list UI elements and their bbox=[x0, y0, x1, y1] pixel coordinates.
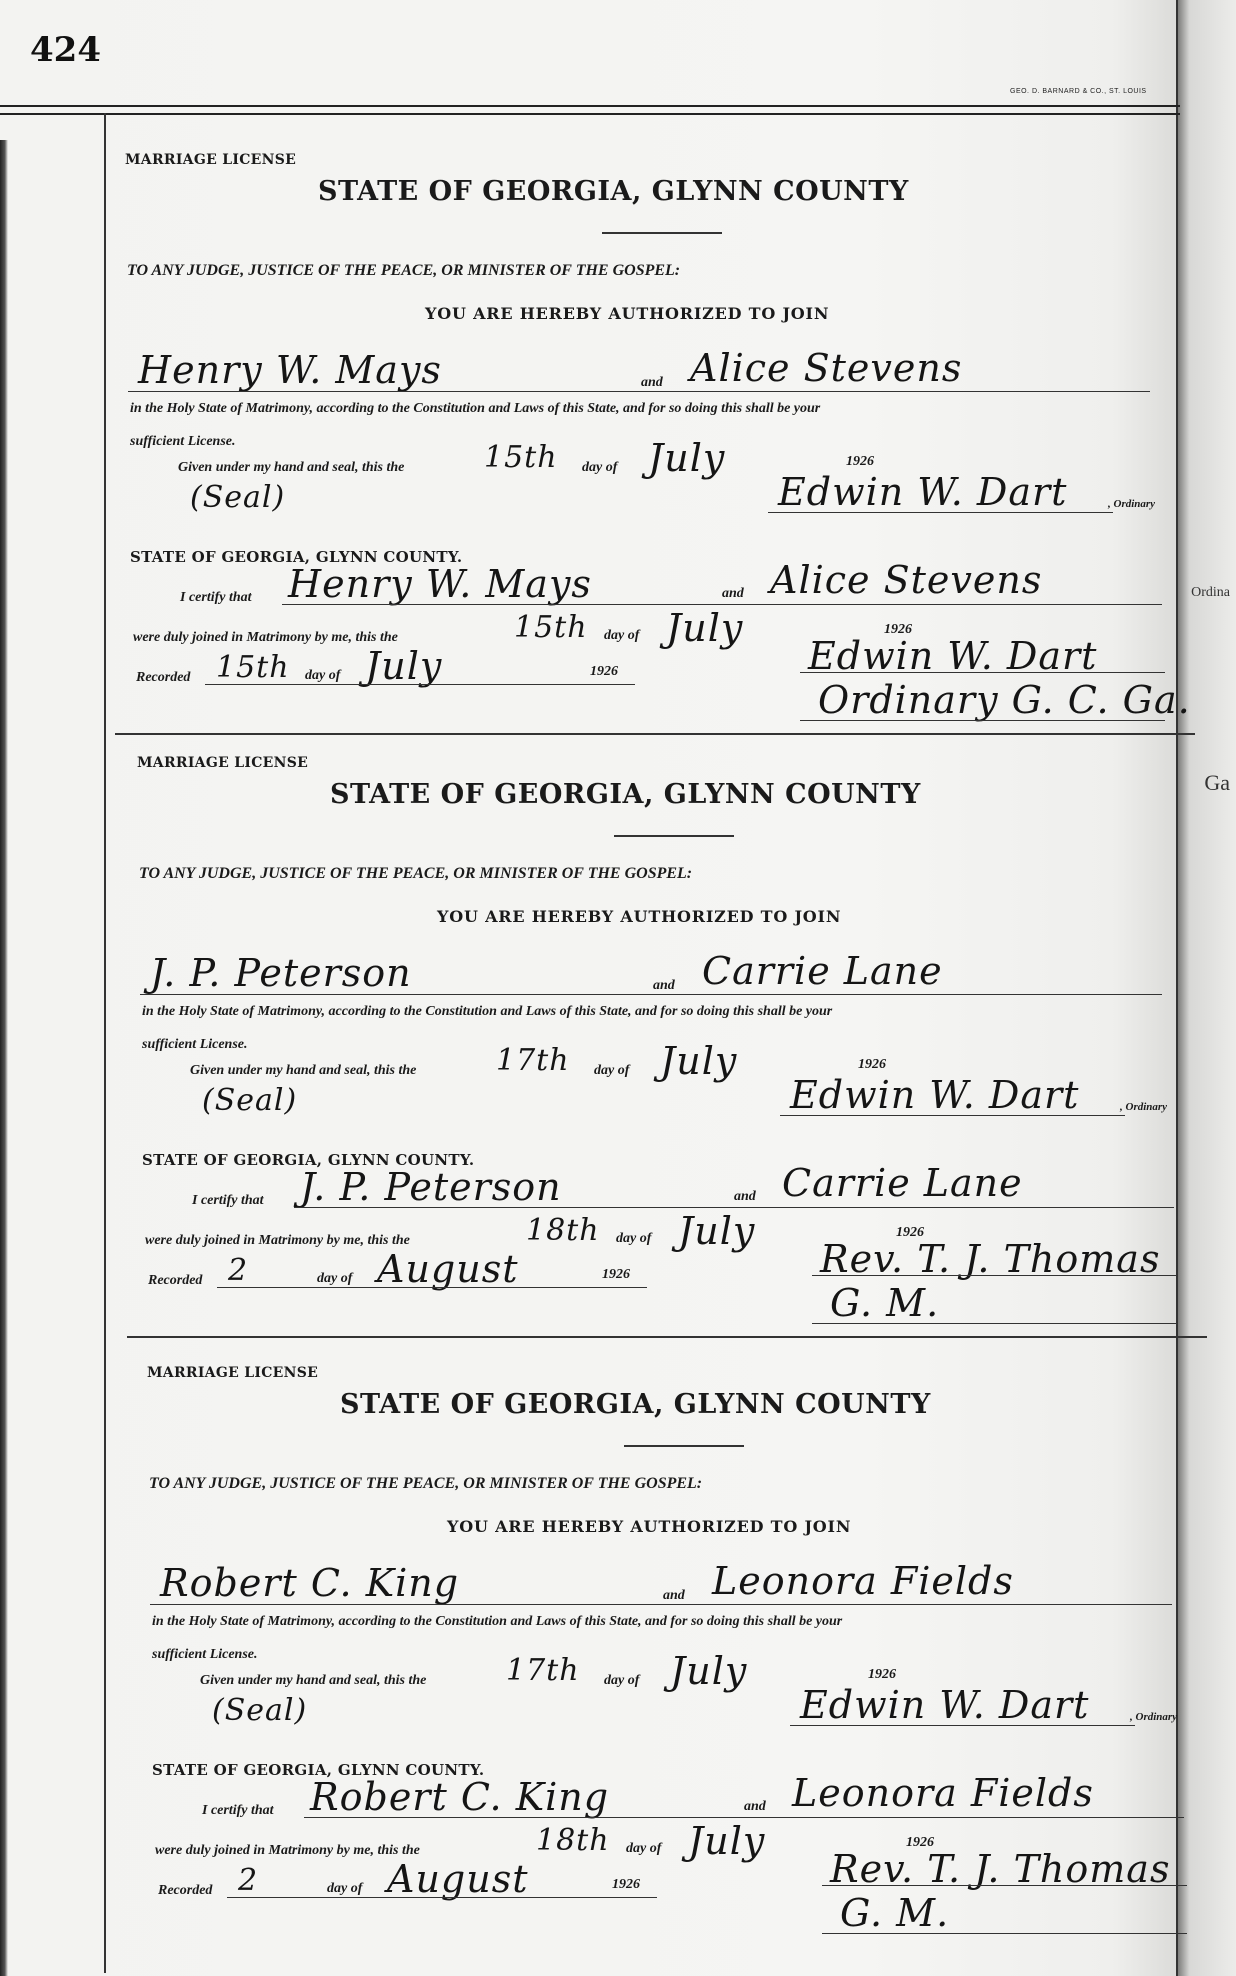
left-margin-rule bbox=[104, 113, 106, 1973]
recorded-month: August bbox=[377, 1247, 519, 1291]
given-day: 17th bbox=[496, 1043, 570, 1078]
given-month: July bbox=[648, 436, 726, 480]
given-year: 1926 bbox=[846, 454, 874, 469]
adjacent-page-edge bbox=[1176, 0, 1236, 1976]
given-day: 17th bbox=[506, 1653, 580, 1688]
recorded-label: Recorded bbox=[158, 1883, 213, 1898]
officiant-line bbox=[812, 1275, 1177, 1276]
authorized-line: YOU ARE HEREBY AUTHORIZED TO JOIN bbox=[425, 304, 830, 323]
given-month: July bbox=[670, 1649, 748, 1693]
entry-separator bbox=[127, 1336, 1207, 1338]
officiant-line bbox=[800, 672, 1165, 673]
names-line bbox=[140, 994, 1162, 995]
given-under-text: Given under my hand and seal, this the bbox=[178, 460, 405, 475]
bride-name: Leonora Fields bbox=[712, 1559, 1014, 1603]
license-label: MARRIAGE LICENSE bbox=[125, 152, 297, 168]
recorded-day-of: day of bbox=[305, 668, 341, 683]
heading-rule bbox=[614, 835, 734, 837]
certify-label: I certify that bbox=[192, 1193, 264, 1208]
recorded-year: 1926 bbox=[602, 1267, 630, 1282]
and-label: and bbox=[641, 375, 663, 390]
recorded-label: Recorded bbox=[148, 1273, 203, 1288]
joined-day-of: day of bbox=[616, 1231, 652, 1246]
joined-year: 1926 bbox=[884, 622, 912, 637]
signature-line bbox=[790, 1725, 1135, 1726]
given-month: July bbox=[660, 1039, 738, 1083]
officiant-title-line bbox=[822, 1933, 1187, 1934]
seal-mark: (Seal) bbox=[190, 480, 286, 515]
given-under-text: Given under my hand and seal, this the bbox=[190, 1063, 417, 1078]
certificate-heading: STATE OF GEORGIA, GLYNN COUNTY. bbox=[142, 1151, 475, 1169]
signature-line bbox=[768, 512, 1113, 513]
officiant-title-line bbox=[812, 1323, 1177, 1324]
joined-month: July bbox=[678, 1209, 756, 1253]
joined-day: 15th bbox=[514, 610, 588, 645]
sufficient-license-text: sufficient License. bbox=[152, 1647, 258, 1662]
recorded-line bbox=[205, 684, 635, 685]
adjacent-page-fragment: Ordina bbox=[1191, 585, 1230, 600]
officiant-title-line bbox=[800, 720, 1165, 721]
names-line bbox=[128, 391, 1150, 392]
joined-text: were duly joined in Matrimony by me, this the bbox=[155, 1843, 420, 1858]
bride-name: Alice Stevens bbox=[690, 346, 963, 390]
officiant-signature: Rev. T. J. Thomas bbox=[830, 1847, 1171, 1891]
joined-year: 1926 bbox=[906, 1835, 934, 1850]
recorded-month: July bbox=[365, 644, 443, 688]
certificate-bride: Carrie Lane bbox=[782, 1161, 1023, 1205]
joined-year: 1926 bbox=[896, 1225, 924, 1240]
joined-month: July bbox=[688, 1819, 766, 1863]
certificate-groom: J. P. Peterson bbox=[300, 1165, 562, 1209]
joined-month: July bbox=[666, 606, 744, 650]
recorded-day: 2 bbox=[238, 1863, 259, 1898]
officiant-title: G. M. bbox=[840, 1891, 950, 1935]
joined-day: 18th bbox=[526, 1213, 600, 1248]
joined-day-of: day of bbox=[626, 1841, 662, 1856]
holy-state-text: in the Holy State of Matrimony, according to the Constitution and Laws of this State, and for so doing this shall be your bbox=[142, 1004, 833, 1019]
recorded-label: Recorded bbox=[136, 670, 191, 685]
ordinary-signature: Edwin W. Dart bbox=[790, 1073, 1080, 1117]
top-double-rule bbox=[0, 105, 1180, 115]
officiant-signature: Edwin W. Dart bbox=[808, 634, 1098, 678]
ordinary-signature: Edwin W. Dart bbox=[778, 470, 1068, 514]
officiant-signature: Rev. T. J. Thomas bbox=[820, 1237, 1161, 1281]
joined-text: were duly joined in Matrimony by me, this the bbox=[145, 1233, 410, 1248]
certificate-heading: STATE OF GEORGIA, GLYNN COUNTY. bbox=[130, 548, 463, 566]
certificate-and: and bbox=[734, 1189, 756, 1204]
ordinary-label: , Ordinary bbox=[1108, 498, 1156, 510]
and-label: and bbox=[663, 1588, 685, 1603]
joined-day: 18th bbox=[536, 1823, 610, 1858]
heading-rule bbox=[602, 232, 722, 234]
license-heading: STATE OF GEORGIA, GLYNN COUNTY bbox=[318, 176, 909, 207]
officiant-title: Ordinary G. C. Ga. bbox=[818, 678, 1191, 722]
ordinary-label: , Ordinary bbox=[1120, 1101, 1168, 1113]
entry-separator bbox=[115, 733, 1195, 735]
address-line: TO ANY JUDGE, JUSTICE OF THE PEACE, OR MINISTER OF THE GOSPEL: bbox=[127, 262, 681, 279]
certificate-heading: STATE OF GEORGIA, GLYNN COUNTY. bbox=[152, 1761, 485, 1779]
license-heading: STATE OF GEORGIA, GLYNN COUNTY bbox=[330, 779, 921, 810]
book-binding-edge bbox=[0, 140, 8, 1976]
adjacent-page-fragment: Ga bbox=[1204, 770, 1230, 795]
groom-name: Robert C. King bbox=[160, 1561, 460, 1605]
recorded-line bbox=[217, 1287, 647, 1288]
certificate-and: and bbox=[722, 586, 744, 601]
signature-line bbox=[780, 1115, 1125, 1116]
seal-mark: (Seal) bbox=[202, 1083, 298, 1118]
authorized-line: YOU ARE HEREBY AUTHORIZED TO JOIN bbox=[437, 907, 842, 926]
and-label: and bbox=[653, 978, 675, 993]
certificate-and: and bbox=[744, 1799, 766, 1814]
certificate-bride: Alice Stevens bbox=[770, 558, 1043, 602]
sufficient-license-text: sufficient License. bbox=[130, 434, 236, 449]
day-of-label: day of bbox=[582, 460, 618, 475]
license-label: MARRIAGE LICENSE bbox=[137, 755, 309, 771]
recorded-day: 15th bbox=[216, 650, 290, 685]
given-under-text: Given under my hand and seal, this the bbox=[200, 1673, 427, 1688]
certify-label: I certify that bbox=[202, 1803, 274, 1818]
authorized-line: YOU ARE HEREBY AUTHORIZED TO JOIN bbox=[447, 1517, 852, 1536]
recorded-day-of: day of bbox=[327, 1881, 363, 1896]
certificate-names-line bbox=[294, 1207, 1174, 1208]
sufficient-license-text: sufficient License. bbox=[142, 1037, 248, 1052]
page-number: 424 bbox=[30, 30, 101, 70]
day-of-label: day of bbox=[594, 1063, 630, 1078]
certificate-names-line bbox=[282, 604, 1162, 605]
holy-state-text: in the Holy State of Matrimony, according to the Constitution and Laws of this State, and for so doing this shall be your bbox=[130, 401, 821, 416]
license-heading: STATE OF GEORGIA, GLYNN COUNTY bbox=[340, 1389, 931, 1420]
license-label: MARRIAGE LICENSE bbox=[147, 1365, 319, 1381]
names-line bbox=[150, 1604, 1172, 1605]
ordinary-signature: Edwin W. Dart bbox=[800, 1683, 1090, 1727]
recorded-line bbox=[227, 1897, 657, 1898]
heading-rule bbox=[624, 1445, 744, 1447]
joined-day-of: day of bbox=[604, 628, 640, 643]
day-of-label: day of bbox=[604, 1673, 640, 1688]
recorded-month: August bbox=[387, 1857, 529, 1901]
given-year: 1926 bbox=[858, 1057, 886, 1072]
given-day: 15th bbox=[484, 440, 558, 475]
recorded-day: 2 bbox=[228, 1253, 249, 1288]
printer-mark: GEO. D. BARNARD & CO., ST. LOUIS bbox=[1010, 88, 1147, 95]
seal-mark: (Seal) bbox=[212, 1693, 308, 1728]
address-line: TO ANY JUDGE, JUSTICE OF THE PEACE, OR MINISTER OF THE GOSPEL: bbox=[139, 865, 693, 882]
recorded-year: 1926 bbox=[590, 664, 618, 679]
joined-text: were duly joined in Matrimony by me, this the bbox=[133, 630, 398, 645]
recorded-year: 1926 bbox=[612, 1877, 640, 1892]
certificate-bride: Leonora Fields bbox=[792, 1771, 1094, 1815]
holy-state-text: in the Holy State of Matrimony, according to the Constitution and Laws of this State, and for so doing this shall be your bbox=[152, 1614, 843, 1629]
groom-name: J. P. Peterson bbox=[150, 951, 412, 995]
recorded-day-of: day of bbox=[317, 1271, 353, 1286]
given-year: 1926 bbox=[868, 1667, 896, 1682]
ordinary-label: , Ordinary bbox=[1130, 1711, 1178, 1723]
certificate-names-line bbox=[304, 1817, 1184, 1818]
certificate-groom: Henry W. Mays bbox=[288, 562, 592, 606]
address-line: TO ANY JUDGE, JUSTICE OF THE PEACE, OR MINISTER OF THE GOSPEL: bbox=[149, 1475, 703, 1492]
officiant-line bbox=[822, 1885, 1187, 1886]
certificate-groom: Robert C. King bbox=[310, 1775, 610, 1819]
bride-name: Carrie Lane bbox=[702, 949, 943, 993]
officiant-title: G. M. bbox=[830, 1281, 940, 1325]
certify-label: I certify that bbox=[180, 590, 252, 605]
groom-name: Henry W. Mays bbox=[138, 348, 442, 392]
